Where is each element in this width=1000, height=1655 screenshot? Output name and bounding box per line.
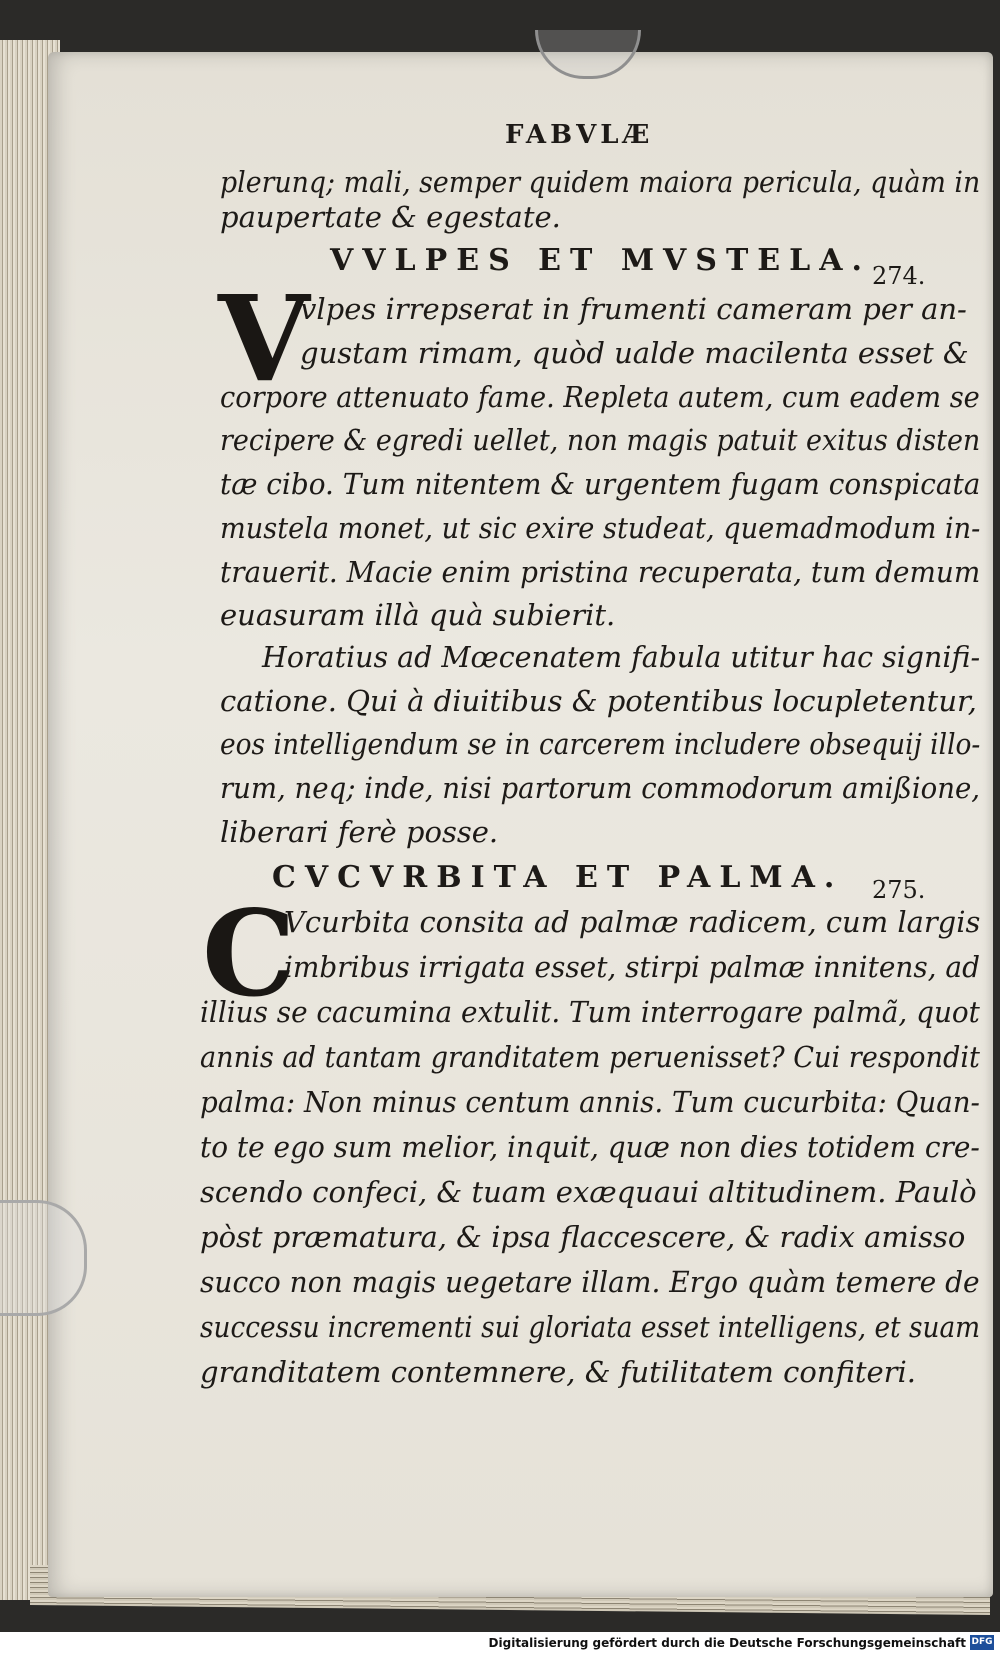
moral-line: Horatius ad Mœcenatem fabula utitur hac signifi- [262,640,981,674]
text-line: euasuram illà quà subierit. [220,598,616,632]
fable-title: CVCVRBITA ET PALMA. [272,860,844,895]
moral-line: rum, neq; inde, nisi partorum commodorum amißione, [220,771,981,805]
text-line: paupertate & egestate. [220,200,561,234]
text-line: successu incrementi sui gloriata esset intelligens, et suam [200,1310,981,1344]
text-line: to te ego sum melior, inquit, quæ non dies totidem cre- [200,1130,980,1164]
fable-number: 274. [872,262,926,290]
text-line: pòst præmatura, & ipsa flaccescere, & radix amisso [200,1220,966,1254]
text-line: succo non magis uegetare illam. Ergo quàm temere de [200,1265,980,1299]
text-line: recipere & egredi uellet, non magis patuit exitus disten [220,423,981,457]
drop-cap: C [202,884,296,1023]
text-line: granditatem contemnere, & futilitatem confiteri. [200,1355,916,1389]
text-line: illius se cacumina extulit. Tum interrogare palmã, quot [200,995,980,1029]
moral-line: liberari ferè posse. [220,815,499,849]
footer-credit: Digitalisierung gefördert durch die Deutsche Forschungsgemeinschaft [488,1636,966,1650]
drop-cap: V [218,269,310,408]
text-line: trauerit. Macie enim pristina recuperata, tum demum [220,555,981,589]
text-line: tæ cibo. Tum nitentem & urgentem fugam conspicata [220,467,981,501]
fable-number: 275. [872,876,926,904]
text-line: mustela monet, ut sic exire studeat, quemadmodum in- [220,511,981,545]
running-head: FABVLÆ [505,120,654,150]
text-line: Vcurbita consita ad palmæ radicem, cum largis [284,905,981,939]
dfg-logo: DFG [970,1635,994,1650]
text-line: plerunq; mali, semper quidem maiora pericula, quàm in [220,165,981,199]
text-line: palma: Non minus centum annis. Tum cucurbita: Quan- [200,1085,980,1119]
moral-line: catione. Qui à diuitibus & potentibus locupletentur, [220,684,977,718]
text-line: vlpes irrepserat in frumenti cameram per an- [300,292,967,326]
fable-title: VVLPES ET MVSTELA. [330,243,871,278]
moral-line: eos intelligendum se in carcerem includere obsequij illo- [220,727,981,761]
text-line: annis ad tantam granditatem peruenisset? Cui respondit [200,1040,980,1074]
text-line: corpore attenuato fame. Repleta autem, cum eadem se [220,380,980,414]
text-line: imbribus irrigata esset, stirpi palmæ innitens, ad [284,950,980,984]
page-clip-left [0,1200,87,1316]
text-line: gustam rimam, quòd ualde macilenta esset & [300,336,969,370]
text-line: scendo confeci, & tuam exæquaui altitudinem. Paulò [200,1175,977,1209]
